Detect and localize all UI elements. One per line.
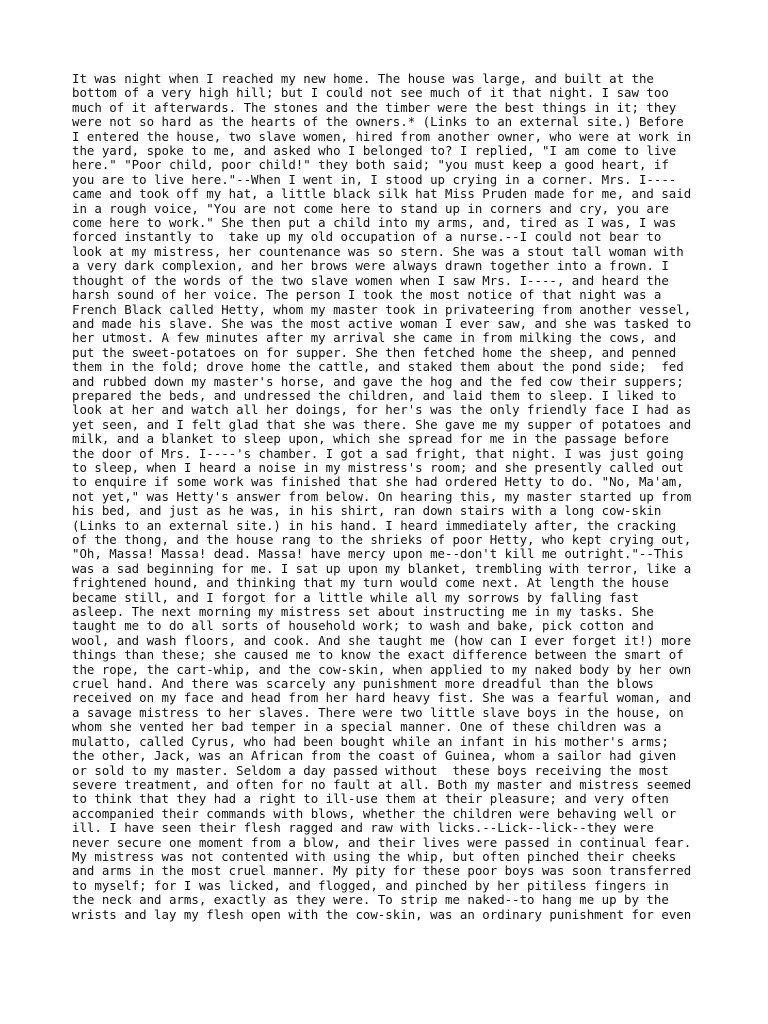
body-text: It was night when I reached my new home. The house was large, and built at the bottom of a very high hill; but I could not see much of it that night. I saw too much of it afterwards. The stones and the timber were the best things in it; they were not so hard as the hearts of the owners.* (Links to an external site.) Before I entered the house, two slave women, hired from another owner, who were at work in the yard, spoke to me, and asked who I belonged to? I replied, "I am come to live here." "Poor child, poor child!" they both said; "you must keep a good heart, if you are to live here."--When I went in, I stood up crying in a corner. Mrs. I---- came and took off my hat, a little black silk hat Miss Pruden made for me, and said in a rough voice, "You are not come here to stand up in corners and cry, you are come here to work." She then put a child into my arms, and, tired as I was, I was forced instantly to take up my old occupation of a nurse.--I could not bear to look at my mistress, her countenance was so stern. She was a stout tall woman with a very dark complexion, and her brows were always drawn together into a frown. I thought of the words of the two slave women when I saw Mrs. I----, and heard the harsh sound of her voice. The person I took the most notice of that night was a French Black called Hetty, whom my master took in privateering from another vessel, and made his slave. She was the most active woman I ever saw, and she was tasked to her utmost. A few minutes after my arrival she came in from milking the cows, and put the sweet-potatoes on for supper. She then fetched home the sheep, and penned them in the fold; drove home the cattle, and staked them about the pond side; fed and rubbed down my master's horse, and gave the hog and the fed cow their suppers; prepared the beds, and undressed the children, and laid them to sleep. I liked to look at her and watch all her doings, for her's was the only friendly face I had as yet seen, and I felt glad that she was there. She gave me my supper of potatoes and milk, and a blanket to sleep upon, which she spread for me in the passage before the door of Mrs. I----'s chamber. I got a sad fright, that night. I was just going to sleep, when I heard a noise in my mistress's room; and she presently called out to enquire if some work was finished that she had ordered Hetty to do. "No, Ma'am, not yet," was Hetty's answer from below. On hearing this, my master started up from his bed, and just as he was, in his shirt, ran down stairs with a long cow-skin (Links to an external site.) in his hand. I heard immediately after, the cracking of the thong, and the house rang to the shrieks of poor Hetty, who kept crying out, "Oh, Massa! Massa! dead. Massa! have mercy upon me--don't kill me outright."--This was a sad beginning for me. I sat up upon my blanket, trembling with terror, like a frightened hound, and thinking that my turn would come next. At length the house became still, and I forgot for a little while all my sorrows by falling fast asleep. The next morning my mistress set about instructing me in my tasks. She taught me to do all sorts of household work; to wash and bake, pick cotton and wool, and wash floors, and cook. And she taught me (how can I ever forget it!) more things than these; she caused me to know the exact difference between the smart of the rope, the cart-whip, and the cow-skin, when applied to my naked body by her own cruel hand. And there was scarcely any punishment more dreadful than the blows received on my face and head from her hard heavy fist. She was a fearful woman, and a savage mistress to her slaves. There were two little slave boys in the house, on whom she vented her bad temper in a special manner. One of these children was a mulatto, called Cyrus, who had been bought while an infant in his mother's arms; the other, Jack, was an African from the coast of Guinea, whom a sailor had given or sold to my master. Seldom a day passed without these boys receiving the most severe treatment, and often for no fault at all. Both my master and mistress seemed to think that they had a right to ill-use them at their pleasure; and very often accompanied their commands with blows, whether the children were behaving well or ill. I have seen their flesh ragged and raw with licks.--Lick--lick--they were never secure one moment from a blow, and their lives were passed in continual fear. My mistress was not contented with using the whip, but often pinched their cheeks and arms in the most cruel manner. My pity for these poor boys was soon transferred to myself; for I was licked, and flogged, and pinched by her pitiless fingers in the neck and arms, exactly as they were. To strip me naked--to hang me up by the wrists and lay my flesh open with the cow-skin, was an ordinary punishment for even [72,71,692,922]
